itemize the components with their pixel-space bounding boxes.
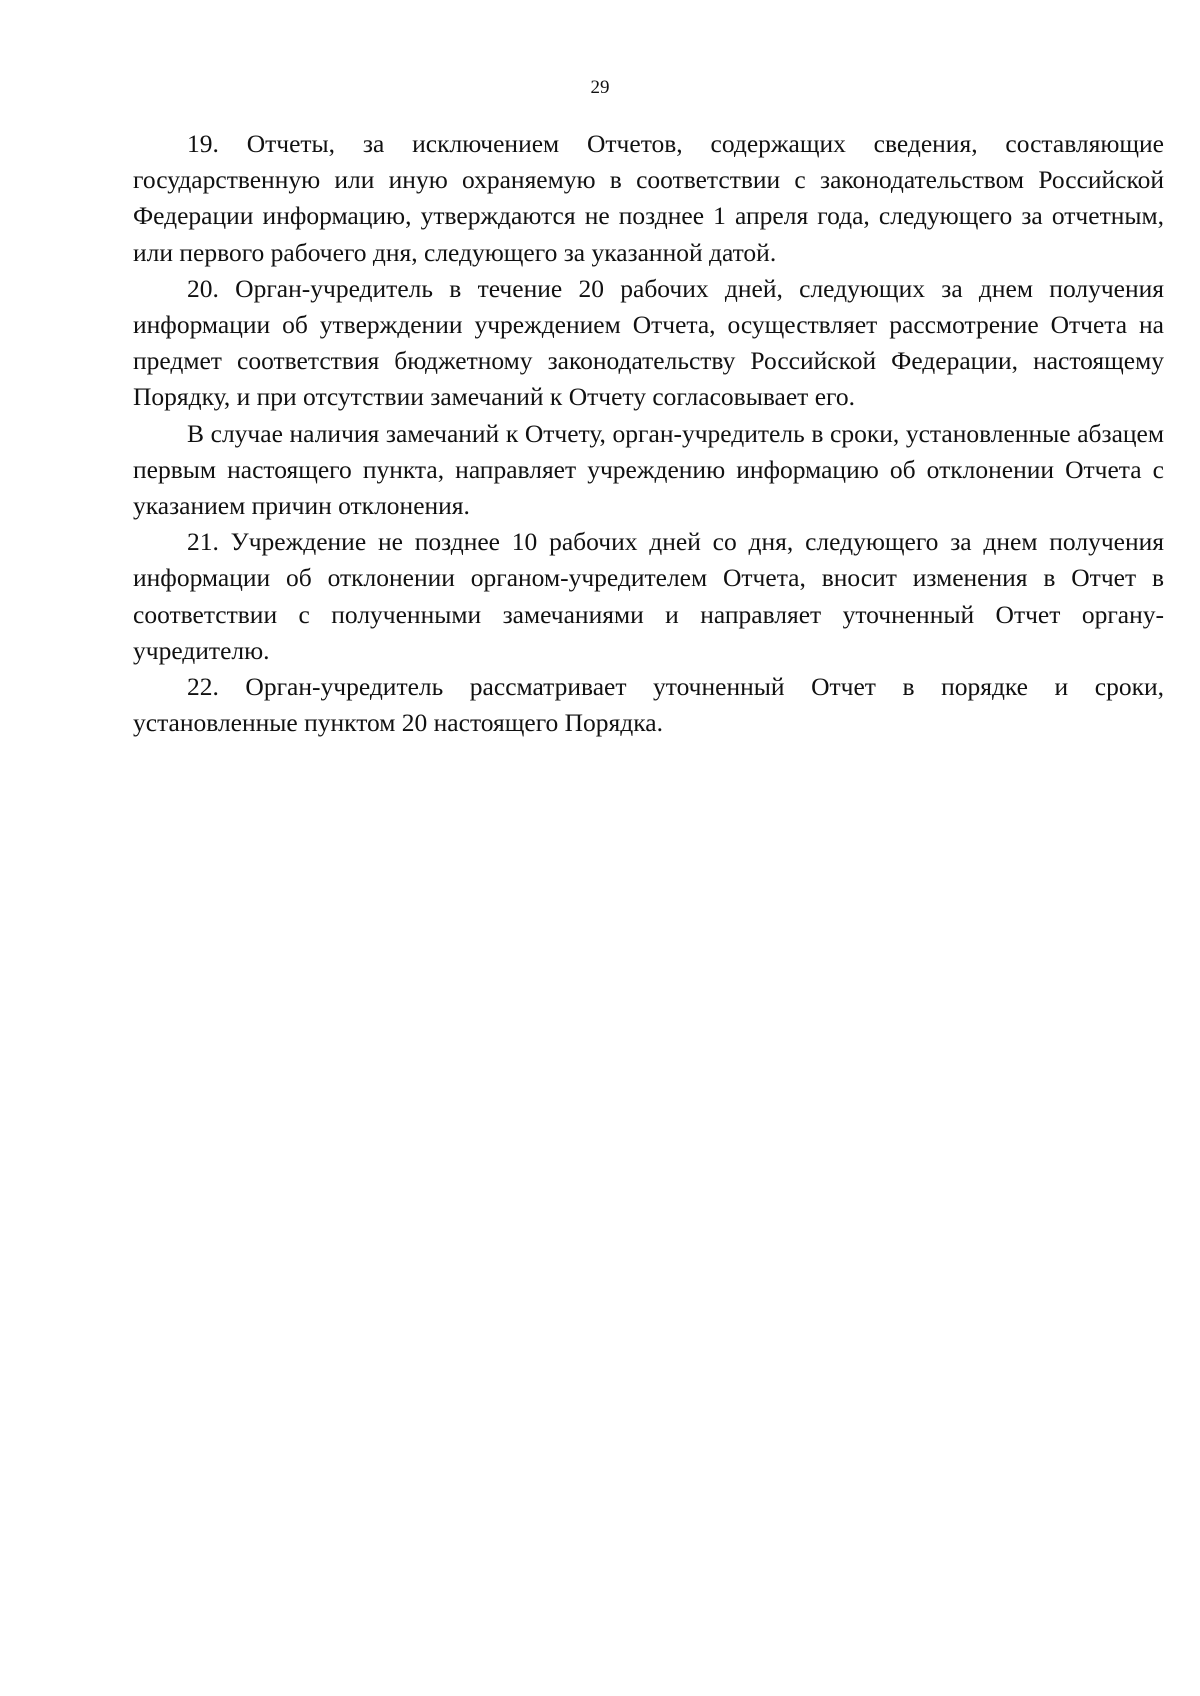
document-body (133, 126, 1164, 741)
page-number: 29 (590, 77, 610, 98)
paragraph-item-20-remarks: В случае наличия замечаний к Отчету, орган-учредитель в сроки, установленные абзацем первым настоящего пункта, направляет учреждению информацию об отклонении Отчета с указанием причин отклонения. (133, 418, 1164, 521)
paragraph-item-22: 22. Орган-учредитель рассматривает уточненный Отчет в порядке и сроки, установленные пунктом 20 настоящего Порядка. (133, 672, 1164, 738)
paragraph-item-19: 19. Отчеты, за исключением Отчетов, содержащих сведения, составляющие государственную или иную охраняемую в соответствии с законодательством Российской Федерации информацию, утверждаются не позднее 1 апреля года, следующего за отчетным, или первого рабочего дня, следующего за указанной датой. (133, 129, 1164, 267)
paragraph-item-20: 20. Орган-учредитель в течение 20 рабочих дней, следующих за днем получения информации об утверждении учреждением Отчета, осуществляет рассмотрение Отчета на предмет соответствия бюджетному законодательству Российской Федерации, настоящему Порядку, и при отсутствии замечаний к Отчету согласовывает его. (133, 273, 1164, 412)
paragraph-item-21: 21. Учреждение не позднее 10 рабочих дней со дня, следующего за днем получения информации об отклонении органом-учредителем Отчета, вносит изменения в Отчет в соответствии с полученными замечаниями и направляет уточненный Отчет органу-учредителю. (133, 527, 1164, 665)
